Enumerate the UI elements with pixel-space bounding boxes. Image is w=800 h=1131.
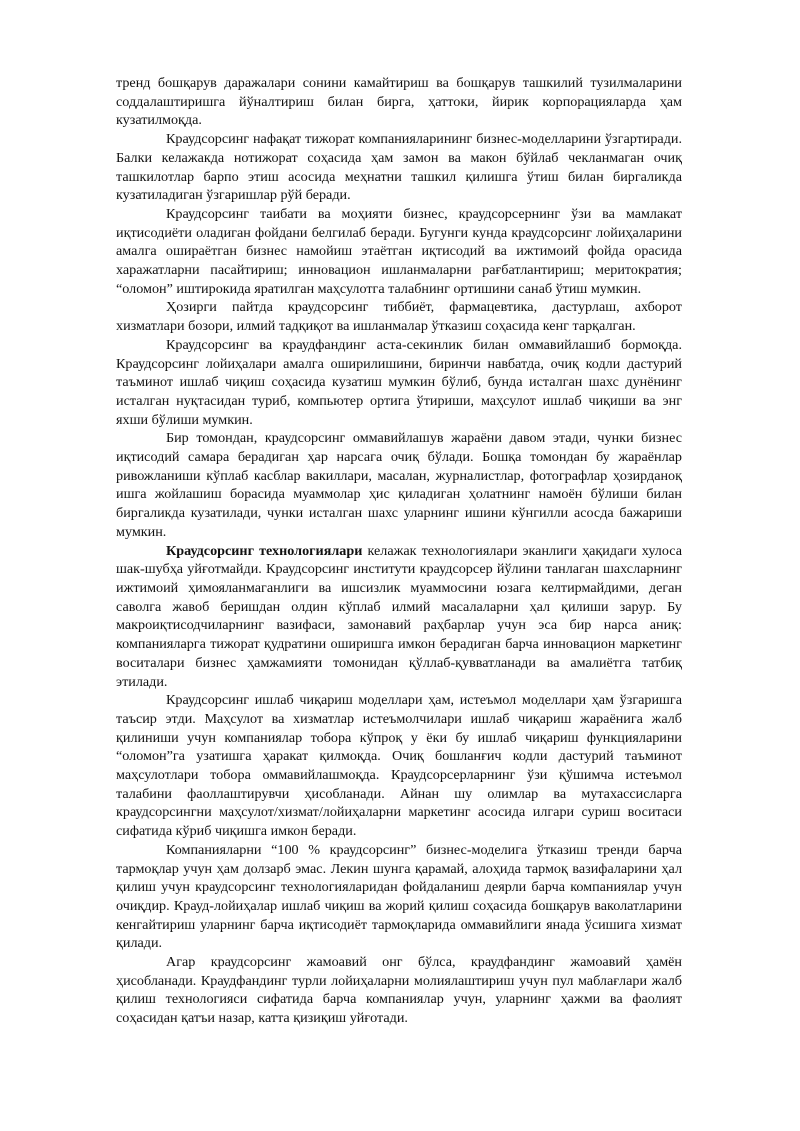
bold-lead-text: Краудсорсинг технологиялари <box>166 542 363 559</box>
paragraph: Бир томондан, краудсорсинг оммавийлашув жараёни давом этади, чунки бизнес иқтисодий самара берадиган ҳар нарсага очиқ бўлади. Бошқа томондан бу жараёнлар ривожланиши кўплаб касблар вакиллари, масалан, журналистлар, фотографлар ҳозирданоқ ишга жойлашиш борасида муаммолар ҳис қиладиган ҳолатнинг намоён бўлиши билан биргаликда кузатилади, чунки исталган шахс уларнинг ишини кўнгилли асосда бажариши мумкин. <box>116 430 682 540</box>
paragraph: Краудсорсинг ва краудфандинг аста-секинлик билан оммавийлашиб бормоқда. Краудсорсинг лойиҳалари амалга оширилишини, биринчи навбатда, очиқ кодли дастурий таъминот ишлаб чиқиш соҳасида кузатиш мумкин бўлиб, бунда исталган шахс дунёнинг исталган нуқтасидан туриб, компьютер ортига ўтириши, маҳсулот ишлаб чиқиши ва энг яхши бўлиши мумкин. <box>116 336 682 428</box>
paragraph: Краудсорсинг ишлаб чиқариш моделлари ҳам, истеъмол моделлари ҳам ўзгаришга таъсир этди. Маҳсулот ва хизматлар истеъмолчилари ишлаб чиқариш жараёнига жалб қилиниши учун компаниялар тобора кўпроқ у ёки бу ишлаб чиқариш функцияларини “оломон”га узатишга ҳаракат қилмоқда. Очиқ бошланғич кодли дастурий таъминот маҳсулотлари тобора оммавийлашмоқда. Краудсорсерларнинг ўзи қўшимча истеъмол талабини фаоллаштирувчи ҳисобланади. Айнан шу олимлар ва мутахассисларга краудсорсингни маҳсулот/хизмат/лойиҳаларни маркетинг асосида илгари суриш воситаси сифатида кўриб чиқишга имкон беради. <box>116 692 682 840</box>
paragraph: Краудсорсинг таибати ва моҳияти бизнес, краудсорсернинг ўзи ва мамлакат иқтисодиёти оладиган фойдани белгилаб беради. Бугунги кунда краудсорсинг лойиҳаларини амалга ошираётган бизнес намойиш этаётган иқтисодий ва ижтимоий фойда орасида харажатларни пасайтириш; инновацион ишланмаларни рағбатлантириш; меритократия; “оломон” иштирокида яратилган маҳсулотга талабнинг ортишини санаб ўтиш мумкин. <box>116 205 682 297</box>
paragraph-with-bold-lead <box>116 542 682 692</box>
paragraph: Краудсорсинг нафақат тижорат компанияларининг бизнес-моделларини ўзгартиради. Балки келажакда нотижорат соҳасида ҳам замон ва макон бўйлаб чекланмаган очиқ ташкилотлар барпо этиш асосида меҳнатни ташкил қилишга ўтиш билан биргаликда кузатиладиган ўзгаришлар рўй беради. <box>116 131 682 204</box>
paragraph-continuation: тренд бошқарув даражалари сонини камайтириш ва бошқарув ташкилий тузилмаларини соддалаштиришга йўналтириш билан бирга, ҳаттоки, йирик корпорацияларда ҳам кузатилмоқда. <box>116 75 682 129</box>
paragraph-rest: келажак технологиялари эканлиги ҳақидаги хулоса шак-шубҳа уйғотмайди. Краудсорсинг институти краудсорсер йўлини танлаган шахсларнинг ижтимоий ҳимояланмаганлиги ва ишсизлик муаммосини юзага келтирмайдими, деган саволга жавоб беришдан олдин кўплаб илмий масалаларни ҳал қилиши зарур. Бу макроиқтисодчиларнинг вазифаси, замонавий раҳбарлар учун эса бир нарса аниқ: компанияларга тижорат қудратини оширишга имкон берадиган барча инновацион маркетинг воситалари бизнес ҳамжамияти томонидан қўллаб-қувватланади ва амалиётга татбиқ этилади. <box>116 542 682 690</box>
paragraph: Агар краудсорсинг жамоавий онг бўлса, краудфандинг жамоавий ҳамён ҳисобланади. Краудфандинг турли лойиҳаларни молиялаштириш учун пул маблағлари жалб қилиш технологияси сифатида барча компаниялар учун, уларнинг ҳажми ва фаолият соҳасидан қатъи назар, катта қизиқиш уйғотади. <box>116 954 682 1027</box>
document-page <box>116 74 682 1028</box>
paragraph: Компанияларни “100 % краудсорсинг” бизнес-моделига ўтказиш тренди барча тармоқлар учун ҳам долзарб эмас. Лекин шунга қарамай, алоҳида тармоқ вазифаларини ҳал қилиш учун краудсорсинг технологияларидан фойдаланиш деярли барча компаниялар учун очиқдир. Крауд-лойиҳалар ишлаб чиқиш ва жорий қилиш соҳасида бошқарув ваколатларини кенгайтириш уларнинг барча иқтисодиёт тармоқларида оммавийлиги янада ўсишига хизмат қилади. <box>116 841 682 952</box>
paragraph: Ҳозирги пайтда краудсорсинг тиббиёт, фармацевтика, дастурлаш, ахборот хизматлари бозори, илмий тадқиқот ва ишланмалар ўтказиш соҳасида кенг тарқалган. <box>116 299 682 335</box>
